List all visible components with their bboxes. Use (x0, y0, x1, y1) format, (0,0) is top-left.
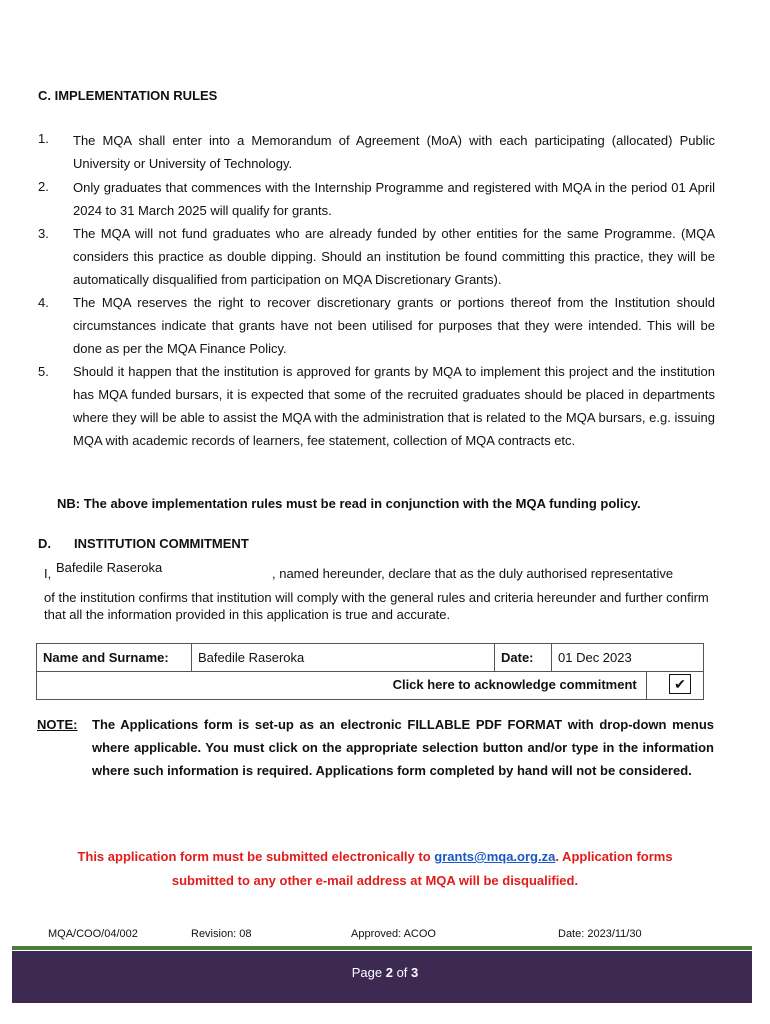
rule-2-text: Only graduates that commences with the Internship Programme and registered with MQA in the period 01 April 2024 to 31 March 2025 will qualify for grants. (73, 180, 715, 218)
page-prefix: Page (351, 965, 386, 980)
submission-line-1 (0, 849, 750, 864)
acknowledge-row (37, 672, 704, 700)
page-mid: of (392, 965, 412, 980)
acknowledge-divider (646, 672, 665, 699)
rule-2-number: 2. (38, 179, 49, 194)
submission-suffix: . Application forms (555, 849, 673, 864)
acknowledge-label: Click here to acknowledge commitment (392, 676, 637, 692)
note-text: The Applications form is set-up as an electronic FILLABLE PDF FORMAT with drop-down menus where applicable. You must click on the appropriate selection button and/or type in the information where such information is required. Applications form completed by hand will not be considered. (92, 717, 714, 778)
acknowledge-checkbox[interactable]: ✔ (669, 674, 691, 694)
representative-name-field[interactable]: Bafedile Raseroka (56, 560, 163, 575)
grants-email-link[interactable]: grants@mqa.org.za (434, 849, 556, 864)
footer-stripe (12, 946, 752, 950)
page-current: 2 (385, 965, 393, 980)
section-d-number: D. (38, 536, 51, 551)
commitment-table (36, 643, 704, 700)
page-number (0, 965, 770, 980)
nb-note: NB: The above implementation rules must be read in conjunction with the MQA funding policy. (57, 496, 641, 511)
doc-date: Date: 2023/11/30 (558, 928, 642, 940)
revision: Revision: 08 (191, 928, 252, 940)
declaration-line-2: of the institution confirms that institution will comply with the general rules and criteria hereunder and further confirm that all the information provided in this application is true and accurate. (44, 590, 709, 622)
doc-code: MQA/COO/04/002 (48, 928, 138, 940)
name-surname-field[interactable]: Bafedile Raseroka (192, 644, 495, 672)
declaration-prefix: I, (44, 566, 52, 581)
declaration-line-1: , named hereunder, declare that as the duly authorised representative (272, 566, 674, 581)
rule-3-number: 3. (38, 226, 49, 241)
section-d-heading: INSTITUTION COMMITMENT (74, 536, 249, 551)
rule-4-number: 4. (38, 295, 49, 310)
page-total: 3 (411, 965, 419, 980)
rule-5-text: Should it happen that the institution is approved for grants by MQA to implement this project and the institution has MQA funded bursars, it is expected that some of the recruited graduates should be placed in departments where they will be able to assist the MQA with the administration that is related to the MQA bursars, e.g. issuing MQA with academic records of learners, fee statement, collection of MQA contracts etc. (73, 364, 715, 448)
rule-1-text: The MQA shall enter into a Memorandum of Agreement (MoA) with each participating (allocated) Public University or University of Technology. (73, 133, 715, 171)
name-label: Name and Surname: (37, 644, 192, 672)
rule-5-number: 5. (38, 364, 49, 379)
date-field[interactable]: 01 Dec 2023 (552, 644, 704, 672)
section-c-heading: C. IMPLEMENTATION RULES (38, 88, 218, 103)
submission-line-2: submitted to any other e-mail address at MQA will be disqualified. (171, 873, 579, 888)
rule-4-text: The MQA reserves the right to recover discretionary grants or portions thereof from the Institution should circumstances indicate that grants have not been utilised for purposes that they were intended. This will be done as per the MQA Finance Policy. (73, 295, 715, 356)
rule-1-number: 1. (38, 131, 49, 146)
note-label: NOTE: (37, 717, 78, 732)
date-label: Date: (495, 644, 552, 672)
rule-3-text: The MQA will not fund graduates who are already funded by other entities for the same Programme. (MQA considers this practice as double dipping. Should an institution be found committing this practice, they will be automatically disqualified from participation on MQA Discretionary Grants). (73, 226, 715, 287)
approved: Approved: ACOO (351, 928, 436, 940)
submission-prefix: This application form must be submitted electronically to (77, 849, 435, 864)
